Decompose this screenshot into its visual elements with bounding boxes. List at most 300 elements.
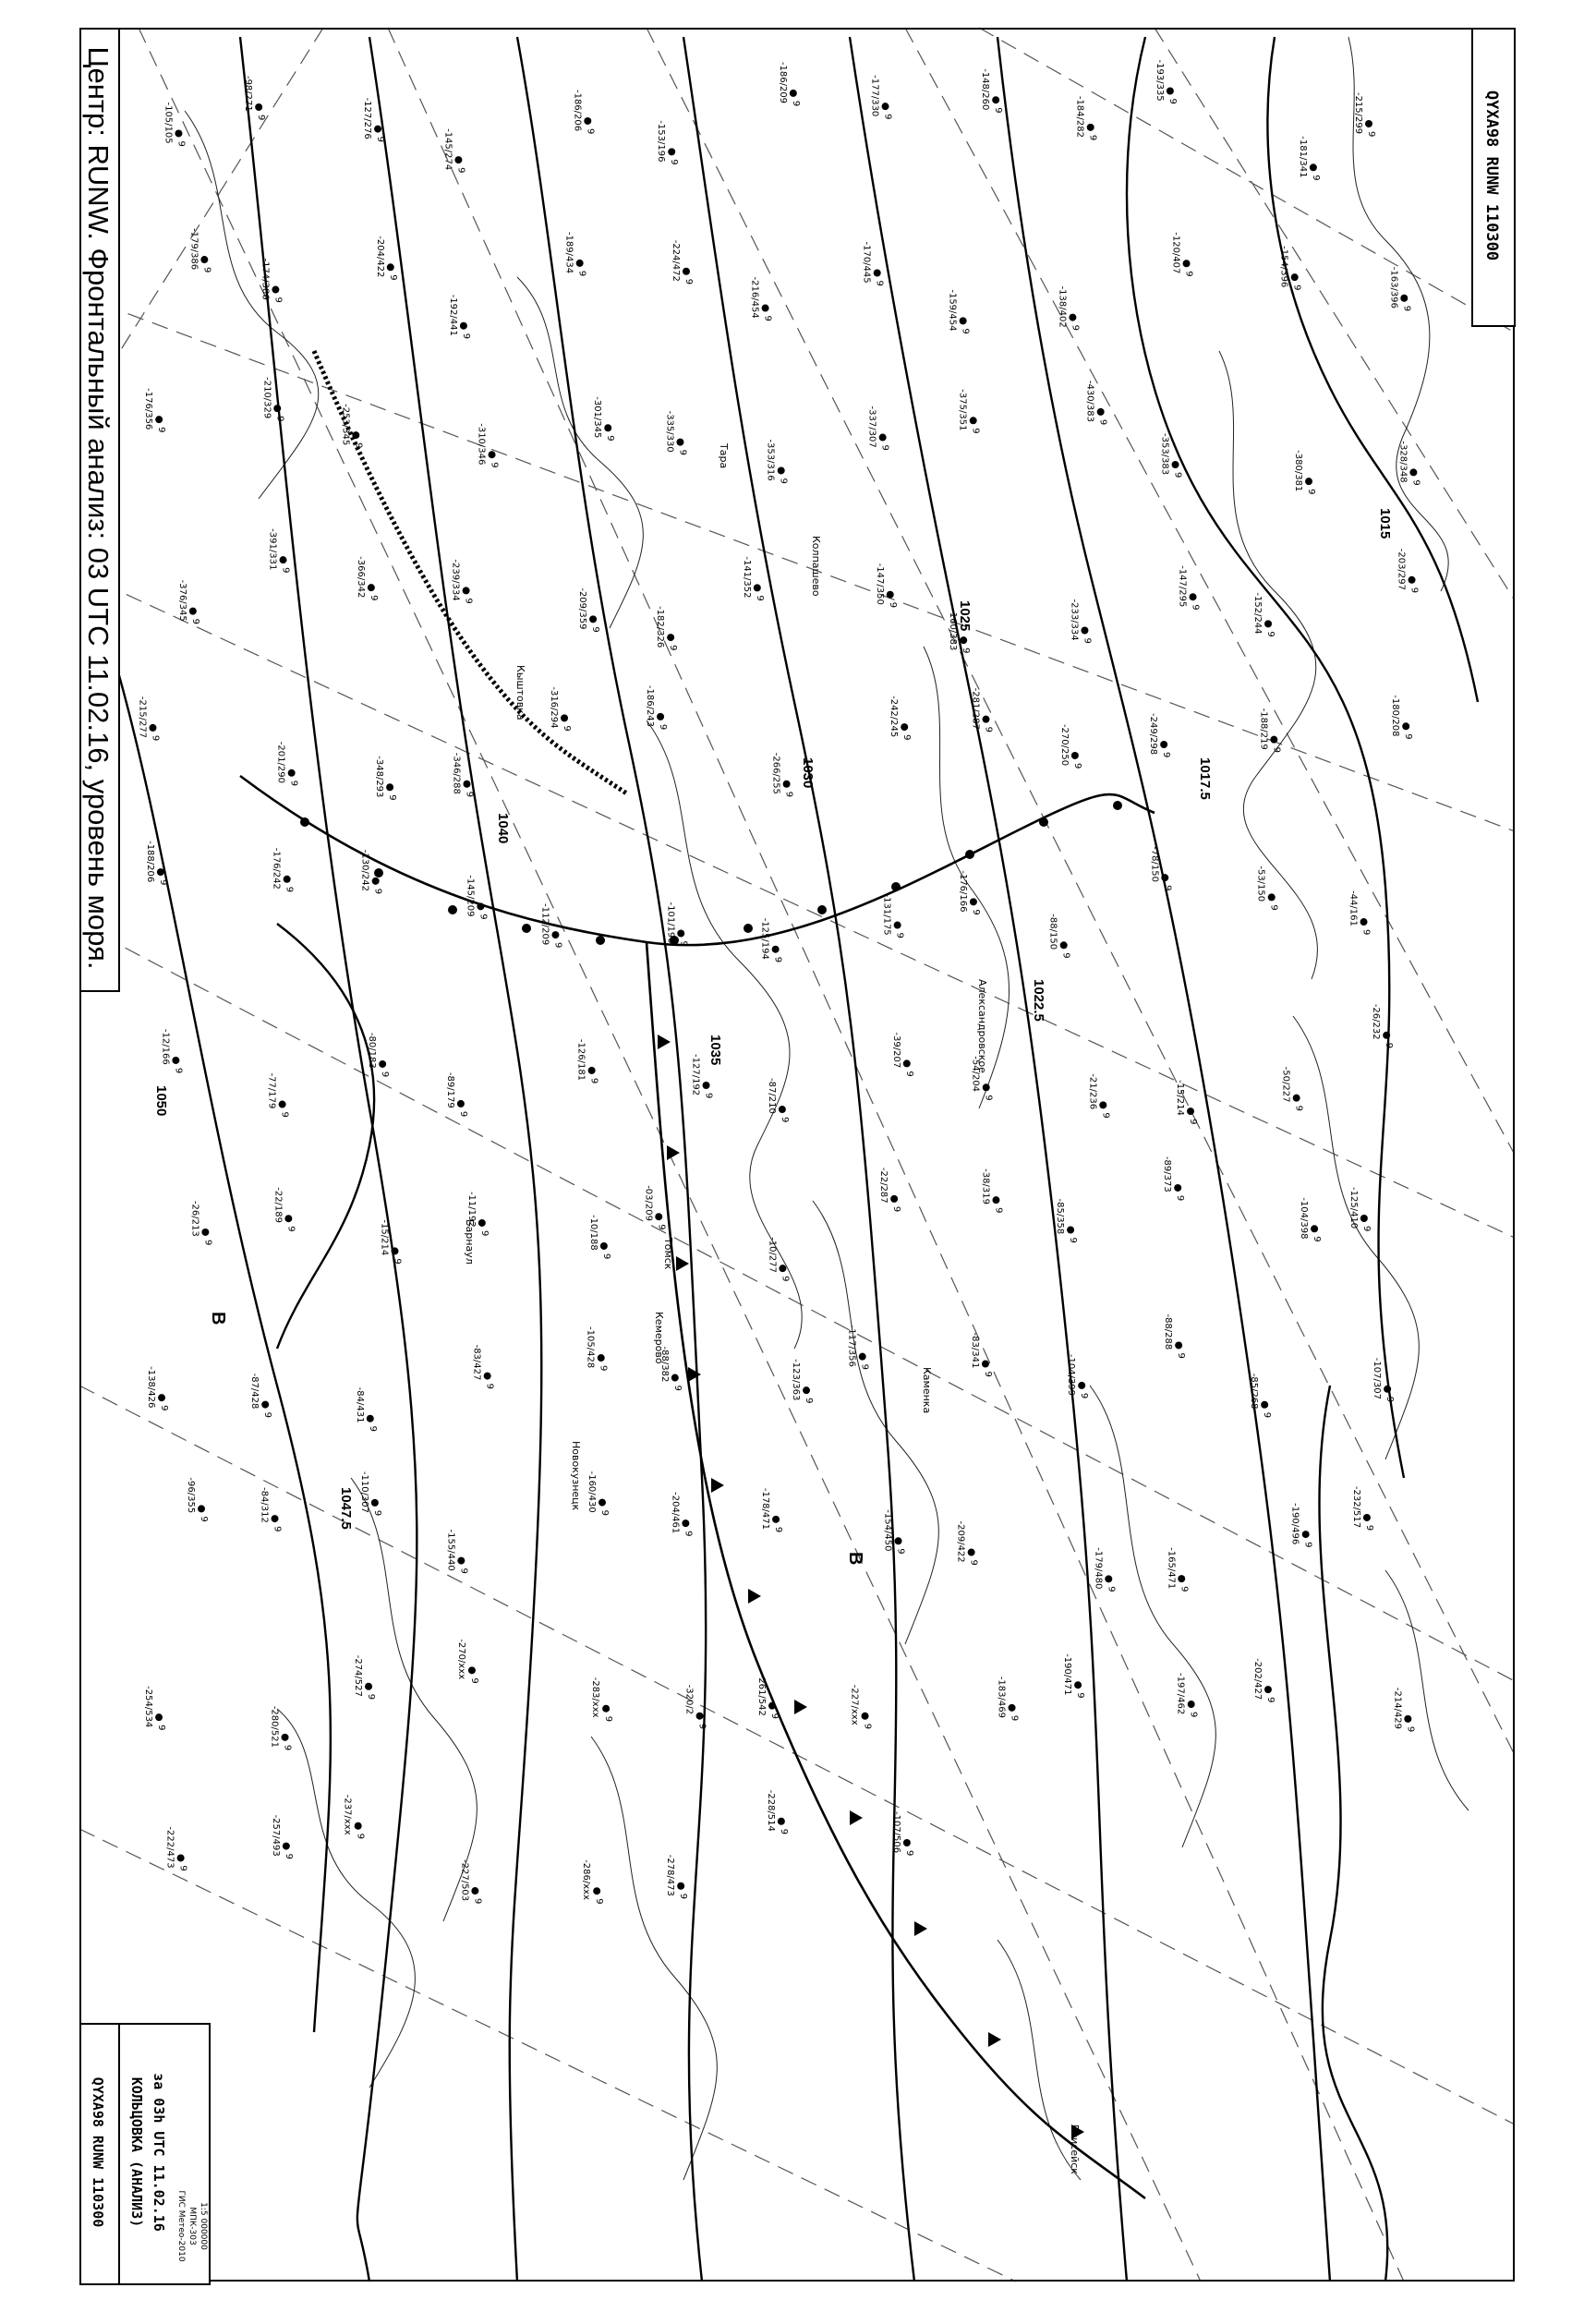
station-circle <box>968 1549 975 1556</box>
station-plot-value: -222/473 <box>164 1826 175 1869</box>
station-circle <box>668 148 675 155</box>
station-plot-sub: 9 <box>983 726 994 733</box>
station-plot-value: -148/260 <box>980 68 991 111</box>
station-plot-value: -227/503 <box>459 1859 470 1902</box>
station-plot-value: -176/242 <box>271 847 282 890</box>
station-circle <box>463 587 470 594</box>
station-plot-value: -147/295 <box>1177 565 1188 608</box>
isobar-label: 1025 <box>957 600 973 632</box>
station-plot-sub: 9 <box>993 1207 1004 1214</box>
station-plot-value: -10/188 <box>587 1214 598 1251</box>
station-circle <box>175 129 182 137</box>
station-plot-sub: 9 <box>1302 1542 1313 1548</box>
station-circle <box>762 305 769 312</box>
station-plot-value: -186/206 <box>572 89 583 132</box>
station-plot-value: -186/243 <box>645 684 656 728</box>
station-plot-sub: 9 <box>895 1548 906 1555</box>
station-plot-sub: 9 <box>887 601 898 609</box>
station-plot-value: -270/xxx <box>455 1639 466 1680</box>
station-plot-value: -188/219 <box>1258 708 1269 750</box>
station-plot-value: -280/521 <box>269 1705 280 1748</box>
station-plot-value: -54/204 <box>970 1056 981 1093</box>
station-plot-value: -180/208 <box>1390 695 1401 737</box>
station-plot-value: -78/150 <box>1149 846 1160 882</box>
station-plot-value: -376/345 <box>176 579 187 622</box>
station-circle <box>1291 273 1299 281</box>
station-circle <box>155 1713 163 1721</box>
station-plot-value: -03/209 <box>643 1185 654 1222</box>
station-plot-sub: 9 <box>1366 130 1377 138</box>
station-plot-sub: 9 <box>274 416 285 422</box>
station-plot-value: -154/450 <box>882 1509 893 1552</box>
station-plot-value: -224/472 <box>670 239 681 282</box>
station-plot-sub: 9 <box>280 567 291 574</box>
station-plot-value: -120/407 <box>1170 232 1181 274</box>
station-circle <box>468 1666 476 1674</box>
station-plot-sub: 9 <box>463 598 474 604</box>
station-circle <box>1302 1531 1310 1538</box>
station-plot-value: -88/382 <box>659 1346 670 1383</box>
station-plot-sub: 9 <box>355 1833 366 1840</box>
station-circle <box>1409 576 1416 584</box>
station-circle <box>1069 314 1076 321</box>
station-plot-sub: 9 <box>484 1383 495 1389</box>
station-plot-value: -228/514 <box>765 1789 776 1832</box>
station-plot-value: -83/427 <box>471 1344 482 1381</box>
station-plot-value: -22/287 <box>878 1167 889 1204</box>
station-plot-value: -242/245 <box>889 696 900 738</box>
station-circle <box>471 1887 478 1894</box>
station-circle <box>600 1242 608 1250</box>
station-plot-sub: 9 <box>1071 762 1082 769</box>
station-circle <box>1383 1032 1390 1039</box>
station-plot-value: -337/307 <box>866 406 877 448</box>
station-plot-sub: 9 <box>478 1229 490 1237</box>
station-plot-sub: 9 <box>380 1071 391 1078</box>
station-plot-sub: 9 <box>288 780 299 787</box>
station-circle <box>992 96 999 103</box>
station-circle <box>790 90 797 97</box>
station-plot-sub: 9 <box>901 734 913 741</box>
station-plot-value: -83/341 <box>969 1332 980 1369</box>
station-plot-value: -182/326 <box>655 606 666 648</box>
station-plot-value: -178/471 <box>760 1487 771 1531</box>
station-circle <box>1293 1095 1300 1102</box>
station-name: Енисейск <box>1069 2124 1081 2174</box>
station-plot-value: -88/150 <box>1047 914 1058 950</box>
station-plot-sub: 9 <box>1082 637 1093 644</box>
station-circle <box>283 1843 290 1850</box>
station-plot-sub: 9 <box>1009 1714 1020 1722</box>
station-circle <box>655 1213 662 1220</box>
station-plot-sub: 9 <box>762 315 773 321</box>
station-plot-sub: 9 <box>367 1425 378 1433</box>
station-circle <box>284 876 291 883</box>
station-plot-value: -216/454 <box>749 276 760 319</box>
station-plot-value: -138/426 <box>146 1366 157 1409</box>
station-plot-sub: 9 <box>1360 1226 1372 1232</box>
station-plot-sub: 9 <box>1075 1692 1086 1699</box>
station-plot-value: -26/213 <box>189 1200 200 1237</box>
station-plot-value: -192/441 <box>447 294 458 336</box>
station-plot-sub: 9 <box>1410 479 1421 486</box>
station-circle <box>602 1705 610 1713</box>
station-circle <box>489 451 496 458</box>
station-name: Александровское <box>976 979 988 1073</box>
station-circle <box>261 1401 269 1409</box>
station-plot-value: -177/330 <box>869 75 880 117</box>
station-circle <box>982 1361 989 1368</box>
station-circle <box>859 1353 866 1361</box>
station-plot-sub: 9 <box>201 267 212 273</box>
station-circle <box>982 716 989 723</box>
station-plot-sub: 9 <box>387 274 398 281</box>
station-circle <box>1261 1401 1268 1409</box>
station-circle <box>598 1354 605 1362</box>
station-circle <box>177 1854 185 1861</box>
station-circle <box>970 417 977 424</box>
station-circle <box>368 584 375 591</box>
station-circle <box>272 286 279 294</box>
station-plot-value: -190/496 <box>1289 1503 1300 1545</box>
station-circle <box>352 431 359 439</box>
station-plot-sub: 9 <box>970 909 981 915</box>
station-plot-value: -430/383 <box>1084 380 1095 423</box>
station-plot-value: -335/330 <box>664 410 675 453</box>
station-plot-value: -170/445 <box>861 241 872 284</box>
station-circle <box>484 1373 491 1380</box>
station-plot-sub: 9 <box>683 1531 694 1537</box>
station-circle <box>1187 1108 1194 1115</box>
station-plot-sub: 9 <box>199 1516 210 1522</box>
station-plot-value: -127/192 <box>690 1054 701 1096</box>
station-plot-value: -12/166 <box>160 1028 171 1065</box>
station-plot-value: -26/232 <box>1371 1003 1382 1040</box>
station-plot-value: -44/161 <box>1348 890 1359 926</box>
station-plot-sub: 9 <box>1312 1236 1323 1242</box>
station-plot-sub: 9 <box>993 107 1004 114</box>
station-circle <box>1067 1226 1074 1233</box>
station-circle <box>703 1082 710 1089</box>
station-circle <box>1071 752 1079 759</box>
station-circle <box>598 1499 606 1507</box>
station-plot-value: -21/236 <box>1087 1073 1098 1110</box>
station-circle <box>1167 88 1174 95</box>
station-plot-sub: 9 <box>1188 1712 1199 1718</box>
station-name: Барнаул <box>464 1219 476 1265</box>
station-circle <box>1190 593 1197 600</box>
station-circle <box>478 1219 486 1227</box>
station-plot-value: -125/194 <box>759 917 770 960</box>
station-plot-sub: 9 <box>961 648 972 654</box>
station-circle <box>1009 1704 1016 1712</box>
station-plot-value: -152/244 <box>1252 592 1264 635</box>
station-circle <box>1310 163 1317 171</box>
station-plot-sub: 9 <box>605 435 616 442</box>
station-circle <box>1270 736 1277 744</box>
station-plot-sub: 9 <box>455 167 466 174</box>
station-plot-sub: 9 <box>1183 271 1194 277</box>
station-name: Томск <box>662 1238 674 1270</box>
station-plot-sub: 9 <box>882 114 893 120</box>
station-plot-sub: 9 <box>460 333 471 340</box>
station-plot-value: -266/255 <box>770 752 781 794</box>
station-name: Колпашево <box>810 536 822 597</box>
station-plot-value: -184/282 <box>1074 95 1085 139</box>
station-plot-value: -80/183 <box>367 1032 378 1069</box>
station-plot-sub: 9 <box>879 444 890 451</box>
station-plot-value: -253/345 <box>340 404 351 446</box>
station-circle <box>457 1557 465 1565</box>
station-plot-value: -310/346 <box>476 423 487 466</box>
isobar-label: 1017.5 <box>1197 757 1213 800</box>
station-plot-value: -107/307 <box>1372 1357 1383 1399</box>
station-circle <box>477 902 484 910</box>
station-circle <box>1360 918 1368 926</box>
station-plot-sub: 9 <box>156 1725 167 1731</box>
station-circle <box>288 769 296 777</box>
station-plot-sub: 9 <box>1188 1119 1199 1125</box>
legend-line1: КОЛЬЦОВКА (АНАЛИЗ) <box>128 2076 145 2228</box>
station-plot-sub: 9 <box>173 1067 184 1074</box>
station-circle <box>371 1499 379 1507</box>
station-plot-value: -204/422 <box>374 236 385 278</box>
station-circle <box>589 615 597 623</box>
station-circle <box>1404 1715 1411 1723</box>
station-plot-value: -84/312 <box>259 1487 270 1523</box>
station-circle <box>1078 1382 1085 1389</box>
station-plot-sub: 9 <box>562 725 573 732</box>
station-circle <box>1264 1686 1272 1693</box>
station-plot-sub: 9 <box>1176 1352 1187 1359</box>
station-plot-value: -249/298 <box>1148 713 1159 756</box>
station-plot-sub: 9 <box>658 723 669 731</box>
station-plot-value: -138/402 <box>1057 285 1068 328</box>
station-plot-sub: 9 <box>175 140 187 147</box>
station-plot-value: -11/192 <box>466 1191 477 1228</box>
station-plot-sub: 9 <box>489 462 500 468</box>
station-plot-sub: 9 <box>671 1385 683 1391</box>
station-circle <box>172 1057 179 1064</box>
station-plot-value: -174/386 <box>260 258 271 300</box>
station-plot-sub: 9 <box>778 1828 789 1835</box>
station-plot-value: -210/329 <box>261 377 272 419</box>
station-circle <box>155 416 163 423</box>
station-circle <box>890 1195 898 1203</box>
station-circle <box>778 1818 785 1825</box>
station-plot-sub: 9 <box>1384 1042 1395 1049</box>
station-plot-sub: 9 <box>1106 1586 1117 1592</box>
station-plot-value: -209/359 <box>577 587 588 630</box>
station-name: Тара <box>718 443 730 469</box>
station-plot-value: -181/341 <box>1297 136 1308 178</box>
station-plot-sub: 9 <box>983 1095 994 1101</box>
station-circle <box>779 1106 786 1113</box>
station-circle <box>198 1505 205 1512</box>
station-circle <box>576 260 584 267</box>
station-plot-sub: 9 <box>1403 733 1414 740</box>
station-name: Кемерово <box>653 1312 665 1364</box>
station-plot-sub: 9 <box>159 1405 170 1411</box>
station-plot-value: -110/307 <box>358 1471 369 1514</box>
station-circle <box>894 922 901 929</box>
station-plot-value: -130/242 <box>359 849 370 891</box>
station-plot-value: -131/175 <box>881 893 892 936</box>
station-plot-value: -104/399 <box>1066 1353 1077 1397</box>
station-plot-value: -77/179 <box>266 1072 277 1109</box>
isobar-label: 1015 <box>1377 508 1393 539</box>
station-plot-value: -176/356 <box>143 388 154 430</box>
station-circle <box>1175 1341 1182 1349</box>
station-plot-value: -87/210 <box>766 1078 777 1114</box>
station-plot-value: -145/209 <box>465 875 476 917</box>
station-plot-sub: 9 <box>372 888 383 895</box>
station-plot-value: -254/534 <box>143 1686 154 1728</box>
station-plot-sub: 9 <box>594 1898 605 1905</box>
station-circle <box>960 317 967 324</box>
station-plot-sub: 9 <box>177 1865 188 1871</box>
station-plot-value: -348/293 <box>374 756 385 798</box>
station-plot-sub: 9 <box>656 1224 667 1230</box>
station-plot-value: -101/190 <box>665 902 676 944</box>
station-plot-sub: 9 <box>189 618 200 625</box>
station-circle <box>667 634 674 641</box>
station-circle <box>1268 893 1276 901</box>
station-circle <box>1311 1225 1318 1232</box>
isobar-label: 1035 <box>707 1035 723 1066</box>
station-circle <box>1188 1701 1195 1708</box>
station-plot-value: -123/363 <box>791 1359 802 1401</box>
station-plot-value: -380/381 <box>1293 450 1304 492</box>
station-plot-value: -274/527 <box>353 1654 364 1697</box>
station-plot-sub: 9 <box>1262 1411 1273 1419</box>
isobar-label: 1040 <box>495 813 511 844</box>
station-plot-value: -239/334 <box>450 559 461 601</box>
station-plot-sub: 9 <box>696 1723 707 1730</box>
station-plot-value: -10/277 <box>767 1237 778 1273</box>
station-circle <box>677 929 684 937</box>
station-plot-value: -237/xxx <box>342 1794 353 1835</box>
station-plot-value: -353/383 <box>1159 432 1170 476</box>
station-plot-sub: 9 <box>1401 305 1412 312</box>
station-plot-value: -227/xxx <box>849 1684 860 1725</box>
isobar-label: 1047.5 <box>338 1487 354 1530</box>
station-plot-value: -89/373 <box>1162 1156 1173 1192</box>
station-circle <box>1400 295 1408 302</box>
station-plot-sub: 9 <box>472 1898 483 1905</box>
station-plot-sub: 9 <box>262 1411 273 1418</box>
station-circle <box>282 1734 289 1741</box>
station-circle <box>374 126 381 133</box>
station-plot-value: -84/431 <box>354 1386 365 1423</box>
station-plot-sub: 9 <box>366 1693 377 1701</box>
station-circle <box>367 1415 374 1422</box>
legend-line3: ГИС Метео-2010 <box>176 2190 186 2262</box>
station-plot-sub: 9 <box>1179 1586 1190 1592</box>
pressure-center-symbol: В <box>845 1552 865 1566</box>
station-circle <box>1161 874 1168 881</box>
station-plot-sub: 9 <box>1363 1524 1374 1531</box>
station-plot-sub: 9 <box>368 595 379 601</box>
station-circle <box>1384 1386 1391 1393</box>
station-plot-sub: 9 <box>703 1093 714 1099</box>
station-circle <box>1183 260 1191 267</box>
station-plot-value: -163/396 <box>1388 266 1399 309</box>
station-plot-sub: 9 <box>968 1559 979 1566</box>
station-plot-sub: 9 <box>1172 471 1183 478</box>
isobar-label: 1030 <box>800 757 816 789</box>
station-plot-value: -257/493 <box>270 1814 281 1857</box>
station-plot-sub: 9 <box>783 791 794 798</box>
station-circle <box>149 724 156 732</box>
station-plot-value: -209/422 <box>955 1520 966 1563</box>
station-plot-sub: 9 <box>778 478 789 484</box>
station-plot-value: -147/350 <box>874 563 885 605</box>
station-plot-sub: 9 <box>1097 418 1108 426</box>
station-plot-value: -22/189 <box>272 1187 284 1224</box>
station-plot-value: -179/480 <box>1093 1547 1104 1590</box>
station-circle <box>1160 741 1167 748</box>
station-plot-value: -197/462 <box>1175 1673 1186 1715</box>
station-plot-sub: 9 <box>1271 746 1282 754</box>
station-circle <box>960 636 967 644</box>
station-circle <box>272 1515 279 1522</box>
station-plot-value: -366/342 <box>355 556 366 599</box>
station-plot-value: -141/352 <box>741 556 752 599</box>
station-circle <box>779 1265 786 1272</box>
station-plot-sub: 9 <box>1162 885 1173 891</box>
station-plot-value: -39/207 <box>890 1032 901 1069</box>
station-plot-sub: 9 <box>272 297 284 303</box>
station-plot-sub: 9 <box>790 100 801 107</box>
station-circle <box>463 781 470 788</box>
station-circle <box>803 1386 810 1394</box>
station-plot-value: -189/434 <box>563 231 574 274</box>
station-plot-value: -98/271 <box>243 75 254 112</box>
station-circle <box>671 1374 679 1382</box>
station-circle <box>1097 408 1105 416</box>
station-plot-sub: 9 <box>1306 489 1317 495</box>
station-plot-sub: 9 <box>283 1853 294 1859</box>
station-plot-value: -125/410 <box>1348 1187 1359 1229</box>
station-circle <box>1360 1215 1368 1222</box>
station-plot-value: -183/469 <box>996 1676 1007 1718</box>
station-circle <box>386 783 393 791</box>
station-circle <box>561 714 568 721</box>
station-name: Новокузнецк <box>570 1441 582 1511</box>
station-plot-sub: 9 <box>668 645 679 651</box>
station-plot-sub: 9 <box>1190 604 1201 611</box>
station-plot-value: -261/542 <box>756 1674 767 1716</box>
station-circle <box>862 1713 869 1720</box>
station-plot-value: -53/150 <box>1255 866 1266 902</box>
station-plot-sub: 9 <box>256 114 267 121</box>
station-plot-value: -281/287 <box>970 687 981 730</box>
station-plot-sub: 9 <box>1409 587 1420 594</box>
station-plot-sub: 9 <box>598 1509 610 1516</box>
legend-line2: за 03h UTC 11.02.16 <box>151 2073 167 2232</box>
station-plot-sub: 9 <box>458 1568 469 1574</box>
station-plot-value: -176/166 <box>957 870 968 913</box>
station-plot-value: -286/xxx <box>581 1859 592 1901</box>
station-plot-value: -88/288 <box>1163 1313 1174 1350</box>
station-plot-value: -202/427 <box>1251 1658 1263 1701</box>
station-plot-sub: 9 <box>982 1371 993 1377</box>
station-plot-value: -145/274 <box>442 128 453 171</box>
station-plot-value: -85/358 <box>1055 1198 1066 1235</box>
station-plot-value: -38/319 <box>980 1168 991 1204</box>
station-plot-sub: 9 <box>779 1117 790 1123</box>
